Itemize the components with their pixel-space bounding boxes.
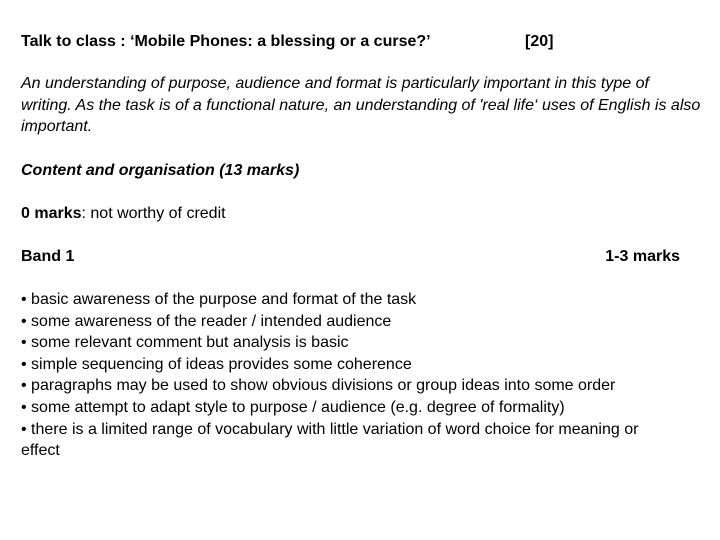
section-heading: Content and organisation (13 marks) (21, 162, 300, 179)
band-criteria-list (21, 289, 681, 462)
band-marks: 1-3 marks (605, 248, 680, 265)
list-item: • some attempt to adapt style to purpose / audience (e.g. degree of formality) (21, 398, 565, 416)
zero-marks-text: : not worthy of credit (81, 205, 226, 222)
intro-paragraph: An understanding of purpose, audience and format is particularly important in this type of writing. As the task is of a functional nature, an understanding of 'real life‘ uses of English is also important. (21, 75, 701, 136)
zero-marks-line (21, 203, 226, 225)
zero-marks-label: 0 marks (21, 205, 82, 222)
list-item: • some relevant comment but analysis is basic (21, 334, 349, 352)
total-marks: [20] (525, 33, 554, 50)
list-item: • there is a limited range of vocabulary with little variation of word choice for meaning or effect (21, 420, 639, 460)
list-item: • some awareness of the reader / intended audience (21, 312, 392, 330)
list-item: • paragraphs may be used to show obvious divisions or group ideas into some order (21, 377, 616, 395)
list-item: • simple sequencing of ideas provides some coherence (21, 355, 412, 373)
band-label: Band 1 (21, 248, 75, 265)
list-item: • basic awareness of the purpose and format of the task (21, 291, 417, 308)
task-title: Talk to class : ‘Mobile Phones: a blessing or a curse?’ (21, 33, 431, 50)
